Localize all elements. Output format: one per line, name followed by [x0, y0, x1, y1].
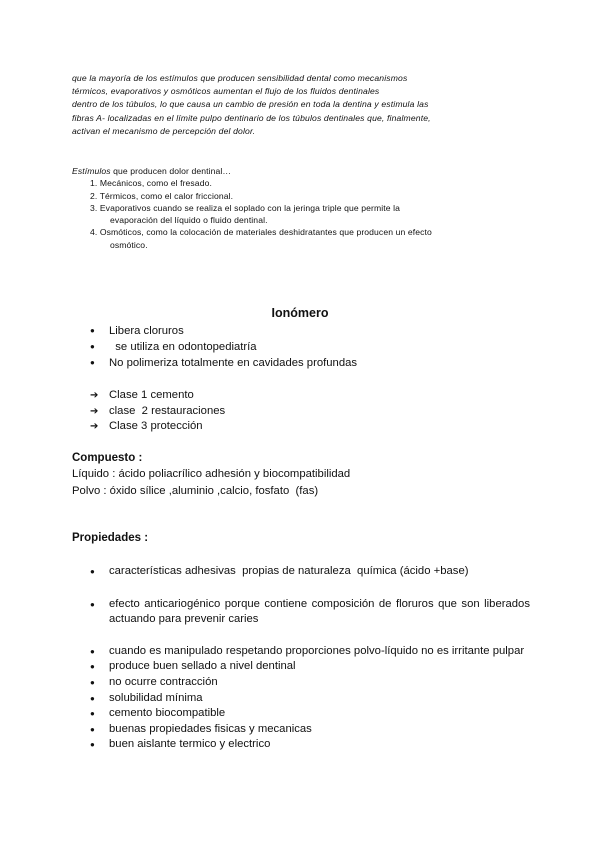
stimuli-lead: [72, 165, 542, 177]
property-text: buenas propiedades fisicas y mecanicas: [109, 722, 312, 735]
arrow-item-text: Clase 3 protección: [109, 420, 203, 433]
intro-paragraph: [72, 72, 542, 138]
property-text: cemento biocompatible: [109, 707, 226, 720]
property-item: [90, 564, 530, 580]
intro-line: dentro de los túbulos, lo que causa un cambio de presión en toda la dentina y estimula las: [72, 99, 429, 110]
stimuli-block: [72, 165, 542, 251]
arrow-item-text: Clase 1 cemento: [109, 389, 194, 401]
intro-line: activan el mecanismo de percepción del dolor.: [72, 125, 256, 136]
arrow-item: [90, 419, 225, 435]
property-item: [90, 737, 530, 753]
stimuli-lead-italic: Estímulos: [72, 166, 111, 176]
property-text: no ocurre contracción: [109, 675, 218, 688]
bullet-text: Libera cloruros: [109, 325, 184, 337]
intro-line: térmicos, evaporativos y osmóticos aumentan el flujo de los fluidos dentinales: [72, 86, 380, 97]
stimuli-item: [72, 226, 542, 251]
property-item: [90, 691, 530, 707]
arrow-item: [90, 404, 225, 420]
property-text: efecto anticariogénico porque contiene composición de floruros que son liberados actuando para prevenir caries: [109, 597, 530, 626]
propiedades-heading: Propiedades :: [72, 532, 149, 544]
ionomero-bullets: [90, 323, 530, 371]
arrow-right-icon: ➔: [90, 390, 99, 401]
arrow-item: [90, 388, 225, 404]
bullet-item: [90, 339, 530, 355]
compuesto-heading: Compuesto :: [72, 452, 143, 464]
property-item: [90, 659, 530, 675]
stimuli-item-continuation: osmótico.: [110, 239, 148, 250]
stimuli-item: [72, 202, 542, 227]
property-text: solubilidad mínima: [109, 691, 203, 704]
property-item: [90, 675, 530, 691]
arrow-right-icon: ➔: [90, 405, 99, 417]
arrow-right-icon: ➔: [90, 421, 99, 433]
compuesto-polvo: Polvo : óxido sílice ,aluminio ,calcio, fosfato (fas): [72, 485, 319, 497]
property-item: [90, 597, 530, 628]
stimuli-item-text: 1. Mecánicos, como el fresado.: [90, 178, 212, 189]
section-title: Ionómero: [271, 306, 329, 320]
stimuli-lead-rest: que producen dolor dentinal…: [110, 166, 232, 176]
property-text: produce buen sellado a nivel dentinal: [109, 660, 296, 673]
property-text: buen aislante termico y electrico: [109, 738, 271, 751]
bullet-text: No polimeriza totalmente en cavidades profundas: [109, 357, 358, 369]
property-item: [90, 644, 530, 660]
stimuli-item: [72, 190, 542, 202]
bullet-item: [90, 323, 530, 339]
stimuli-item: [72, 177, 542, 189]
bullet-text: se utiliza en odontopediatría: [109, 341, 257, 353]
stimuli-list: [72, 177, 542, 251]
arrow-item-text: clase 2 restauraciones: [109, 404, 226, 417]
property-text: cuando es manipulado respetando proporciones polvo-líquido no es irritante pulpar: [109, 644, 525, 657]
stimuli-item-text: 2. Térmicos, como el calor friccional.: [90, 190, 234, 201]
bullet-item: [90, 355, 530, 371]
intro-line: que la mayoría de los estímulos que producen sensibilidad dental como mecanismos: [72, 73, 408, 83]
stimuli-item-text: 3. Evaporativos cuando se realiza el soplado con la jeringa triple que permite la: [90, 202, 401, 213]
property-item: [90, 706, 530, 722]
property-item: [90, 722, 530, 738]
property-text: características adhesivas propias de naturaleza química (ácido +base): [109, 565, 469, 577]
propiedades-list: [90, 564, 530, 753]
clase-list: [90, 388, 225, 435]
stimuli-item-text: 4. Osmóticos, como la colocación de materiales deshidratantes que producen un efecto: [90, 227, 432, 238]
stimuli-item-continuation: evaporación del líquido o fluido dentinal.: [110, 215, 268, 226]
compuesto-liquido: Líquido : ácido poliacrílico adhesión y biocompatibilidad: [72, 468, 351, 480]
intro-line: fibras A- localizadas en el límite pulpo dentinario de los túbulos dentinales que, finalmente,: [72, 112, 431, 123]
